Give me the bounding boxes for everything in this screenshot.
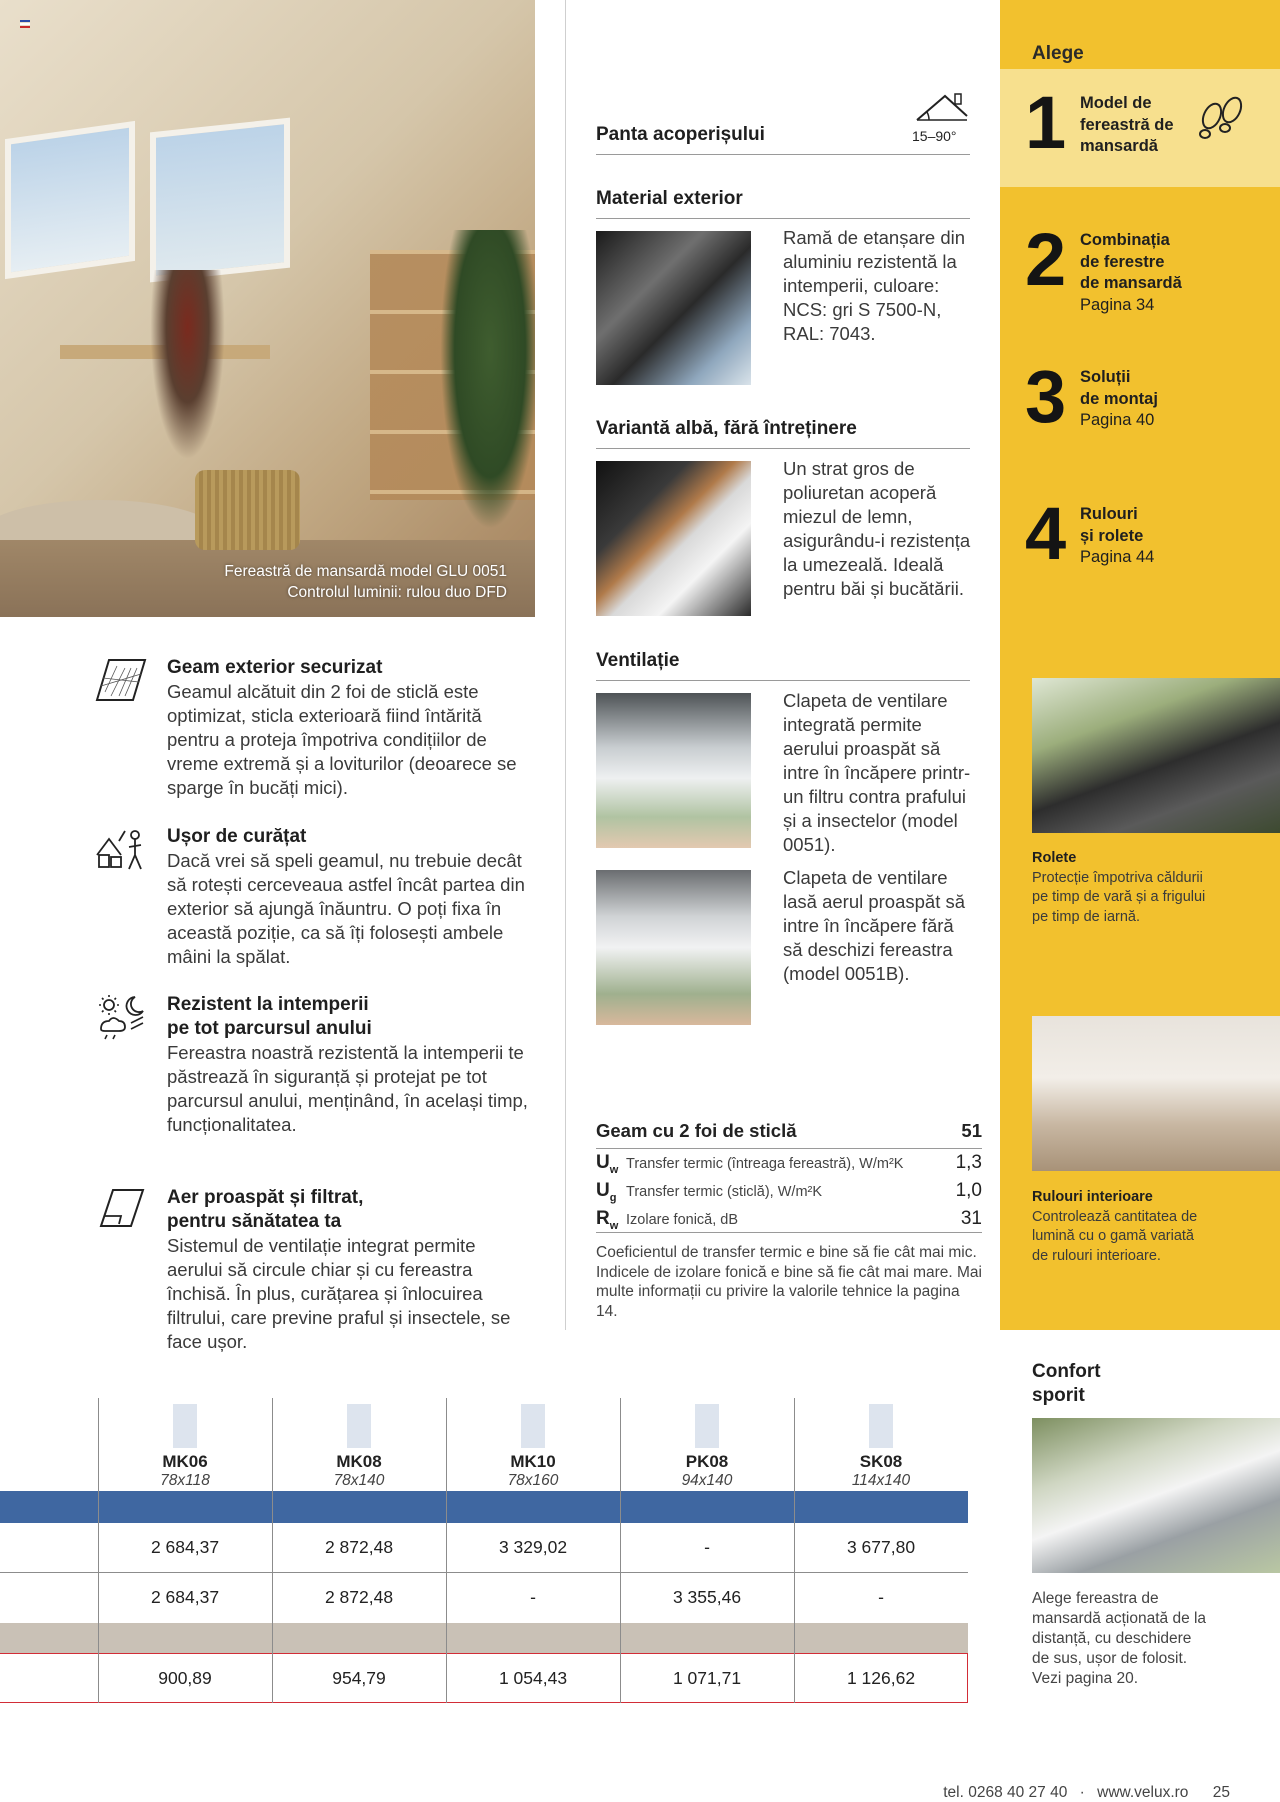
page-number: 25 — [1212, 1784, 1230, 1801]
size-column-pk08: PK08 94x140 — [620, 1398, 794, 1490]
ventilation-text-1: Clapeta de ventilare integrată permite aerului proaspăt să intre în încăpere printr-un filtru contra prafului și a insectelor (model 0051). — [783, 690, 971, 855]
roof-pitch-value: 15–90° — [912, 128, 957, 144]
material-text: Ramă de etanșare din aluminiu rezistentă la intemperii, culoare: NCS: gri S 7500-N, RAL: 7043. — [783, 227, 966, 344]
roof-pitch-icon — [915, 90, 970, 128]
price-band-grey — [0, 1623, 968, 1653]
feature-tempered-glass: Geam exterior securizat Geamul alcătuit din 2 foi de sticlă este optimizat, sticla exterioară fiind întărită pentru a proteja împotriva condițiilor de vreme extremă și a loviturilor (deoarece se sparge în bucăți mici). — [95, 656, 535, 800]
price-cell: 3 329,02 — [498, 1537, 568, 1557]
confort-photo — [1032, 1418, 1280, 1573]
spec-row: $U_w$ Transfer termic (întreaga fereastră), W/m²K 1,3 — [596, 1152, 982, 1176]
price-cell: - — [878, 1587, 884, 1607]
feature-weather-resistant: Rezistent la intemperii pe tot parcursul anului Fereastra noastră rezistentă la intemperii te păstrează în siguranță și protejat pe tot parcursul anului, menținând, în același timp, funcționalitatea. — [95, 993, 535, 1137]
confort-text: Alege fereastra de mansardă acționată de la distanță, cu deschidere de sus, ușor de folosit. Vezi pagina 20. — [1032, 1590, 1207, 1687]
column-divider — [565, 0, 566, 1330]
hero-photo — [0, 0, 535, 617]
size-column-mk06: MK06 78x118 — [98, 1398, 272, 1490]
steps-sidebar: Alege 1 Model de fereastră de mansardă 2 Combinația de ferestre de mansardă Pagina 34 3 Soluții de montaj Pagina 40 4 Rulouri și rolete Pagina 44 — [1000, 0, 1280, 1330]
size-column-mk10: MK10 78x160 — [446, 1398, 620, 1490]
footer-website[interactable]: www.velux.ro — [1097, 1784, 1189, 1801]
white-variant-photo — [596, 461, 751, 616]
roof-window-right — [150, 118, 290, 283]
weather-icon — [95, 993, 147, 1041]
price-cell: 2 684,37 — [150, 1537, 220, 1557]
price-cell: - — [530, 1587, 536, 1607]
price-cell: 2 872,48 — [324, 1537, 394, 1557]
price-cell: 1 071,71 — [672, 1668, 742, 1688]
ventilation-text-2: Clapeta de ventilare lasă aerul proaspăt să intre în încăpere fără să deschizi fereastra (model 0051B). — [783, 867, 966, 984]
feature-ventilation: Aer proaspăt și filtrat, pentru sănătatea ta Sistemul de ventilație integrat permite aerului să circule chiar și cu fereastra închisă. În plus, curățarea și înlocuirea filtrului, care previne praful și insectele, se face ușor. — [95, 1186, 535, 1354]
roof-pitch-title: Panta acoperișului — [596, 124, 970, 155]
ventilation-title: Ventilație — [596, 650, 970, 681]
specs-title-value: 51 — [961, 1120, 982, 1141]
page-footer: tel. 0268 40 27 40 · www.velux.ro 25 — [943, 1784, 1230, 1801]
rolete-caption: Rolete Protecție împotriva căldurii pe timp de vară și a frigului pe timp de iarnă. — [1032, 850, 1206, 925]
specs-title: Geam cu 2 foi de sticlă — [596, 1120, 797, 1141]
rolete-photo — [1032, 678, 1280, 833]
price-band-blue — [0, 1491, 968, 1523]
easy-clean-icon — [95, 825, 147, 873]
price-cell: 3 677,80 — [846, 1537, 916, 1557]
material-title: Material exterior — [596, 188, 970, 219]
specs-note: Coeficientul de transfer termic e bine să fie cât mai mic. Indicele de izolare fonică e bine să fie cât mai mare. Mai multe informații cu privire la valorile tehnice la pagina 14. — [596, 1244, 982, 1320]
flag-icon — [20, 20, 30, 27]
price-cell: 1 126,62 — [846, 1668, 916, 1688]
sidebar-title: Alege — [1032, 43, 1084, 64]
ventilation-icon — [95, 1186, 147, 1234]
price-cell: 900,89 — [158, 1668, 212, 1688]
rulouri-caption: Rulouri interioare Controlează cantitatea de lumină cu o gamă variată de rulouri interioare. — [1032, 1189, 1198, 1264]
ventilation-photo-1 — [596, 693, 751, 848]
spec-row: $U_g$ Transfer termic (sticlă), W/m²K 1,0 — [596, 1180, 982, 1204]
price-cell: 1 054,43 — [498, 1668, 568, 1688]
size-column-sk08: SK08 114x140 — [794, 1398, 968, 1490]
rulouri-photo — [1032, 1016, 1280, 1171]
feature-easy-clean: Ușor de curățat Dacă vrei să speli geamul, nu trebuie decât să rotești cerceveaua astfel încât partea din exterior să ajungă înăuntru. O poți fixa în această poziție, ca să îți folosești ambele mâini la spălat. — [95, 825, 535, 969]
roof-window-left — [5, 121, 135, 279]
white-variant-text: Un strat gros de poliuretan acoperă miezul de lemn, asigurându-i rezistența la umezeală. Ideală pentru băi și bucătării. — [783, 458, 971, 599]
size-column-mk08: MK08 78x140 — [272, 1398, 446, 1490]
spec-row: $R_w$ Izolare fonică, dB 31 — [596, 1205, 982, 1233]
price-cell: 2 872,48 — [324, 1587, 394, 1607]
price-cell: 3 355,46 — [672, 1587, 742, 1607]
price-cell: 954,79 — [332, 1668, 386, 1688]
footer-phone[interactable]: tel. 0268 40 27 40 — [943, 1784, 1068, 1801]
confort-title: Confort sporit — [1032, 1361, 1101, 1406]
specs-table — [596, 1120, 982, 1321]
hero-caption: Fereastră de mansardă model GLU 0051 Controlul luminii: rulou duo DFD — [224, 563, 507, 601]
price-cell: - — [704, 1537, 710, 1557]
white-variant-title: Variantă albă, fără întreținere — [596, 418, 970, 449]
material-photo — [596, 231, 751, 385]
ventilation-photo-2 — [596, 870, 751, 1025]
footprints-icon — [1192, 92, 1252, 152]
price-cell: 2 684,37 — [150, 1587, 220, 1607]
tempered-glass-icon — [95, 656, 147, 704]
